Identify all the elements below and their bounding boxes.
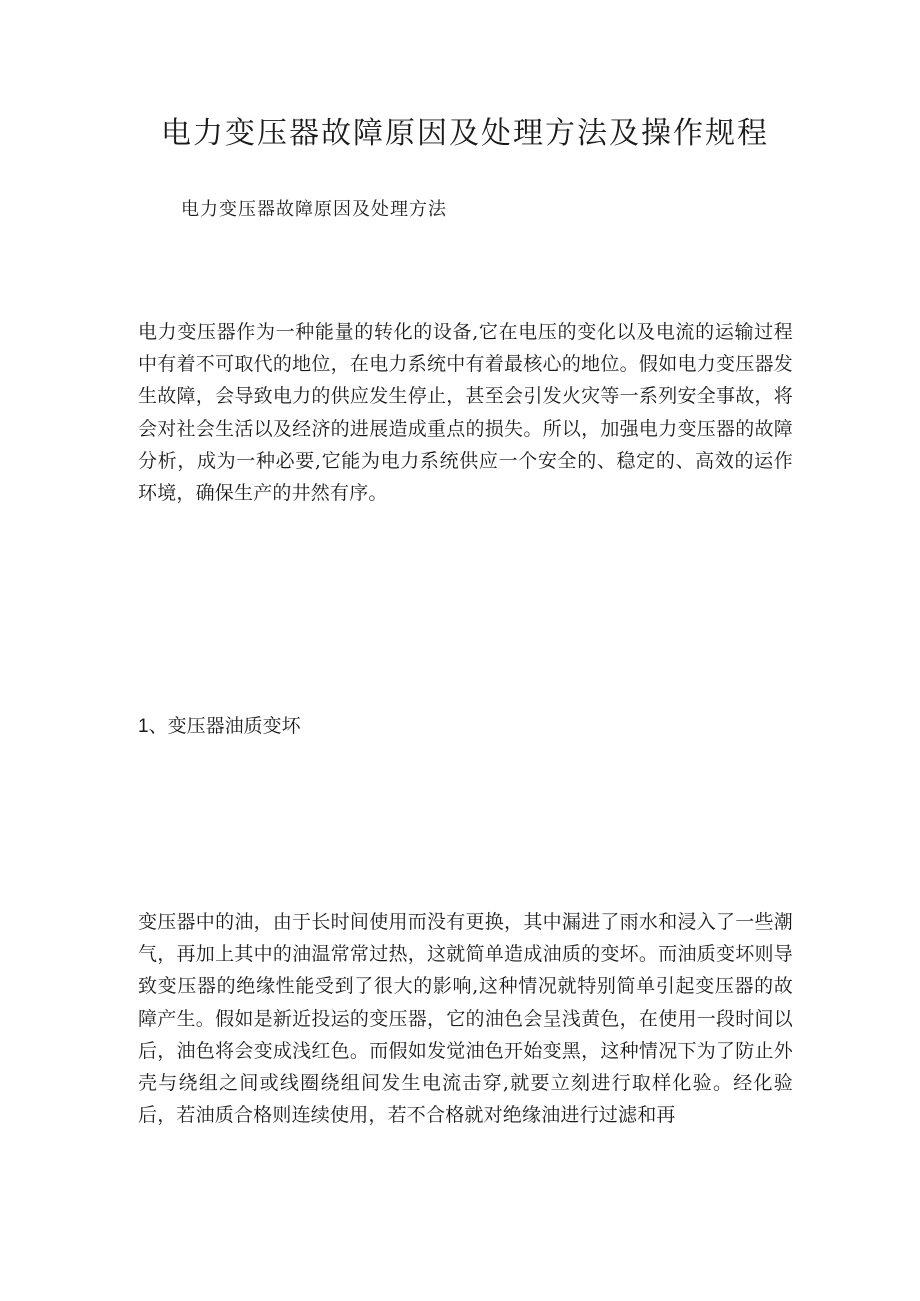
- section-heading: [138, 712, 301, 741]
- section-heading-text: 变压器油质变坏: [167, 715, 301, 737]
- document-subtitle: 电力变压器故障原因及处理方法: [181, 199, 447, 220]
- document-title: 电力变压器故障原因及处理方法及操作规程: [161, 116, 769, 151]
- intro-paragraph: 电力变压器作为一种能量的转化的设备,它在电压的变化以及电流的运输过程中有着不可取代的地位，在电力系统中有着最核心的地位。假如电力变压器发生故障，会导致电力的供应发生停止，甚至会引发火灾等一系列安全事故，将会对社会生活以及经济的进展造成重点的损失。所以，加强电力变压器的故障分析，成为一种必要,它能为电力系统供应一个安全的、稳定的、高效的运作环境，确保生产的井然有序。: [138, 321, 793, 505]
- section-paragraph: 变压器中的油，由于长时间使用而没有更换，其中漏进了雨水和浸入了一些潮气，再加上其中的油温常常过热，这就简单造成油质的变坏。而油质变坏则导致变压器的绝缘性能受到了很大的影响,这种情况就特别简单引起变压器的故障产生。假如是新近投运的变压器，它的油色会呈浅黄色，在使用一段时间以后，油色将会变成浅红色。而假如发觉油色开始变黑，这种情况下为了防止外壳与绕组之间或线圈绕组间发生电流击穿,就要立刻进行取样化验。经化验后，若油质合格则连续使用，若不合格就对绝缘油进行过滤和再: [138, 911, 793, 1127]
- section-number: 1、: [138, 716, 168, 737]
